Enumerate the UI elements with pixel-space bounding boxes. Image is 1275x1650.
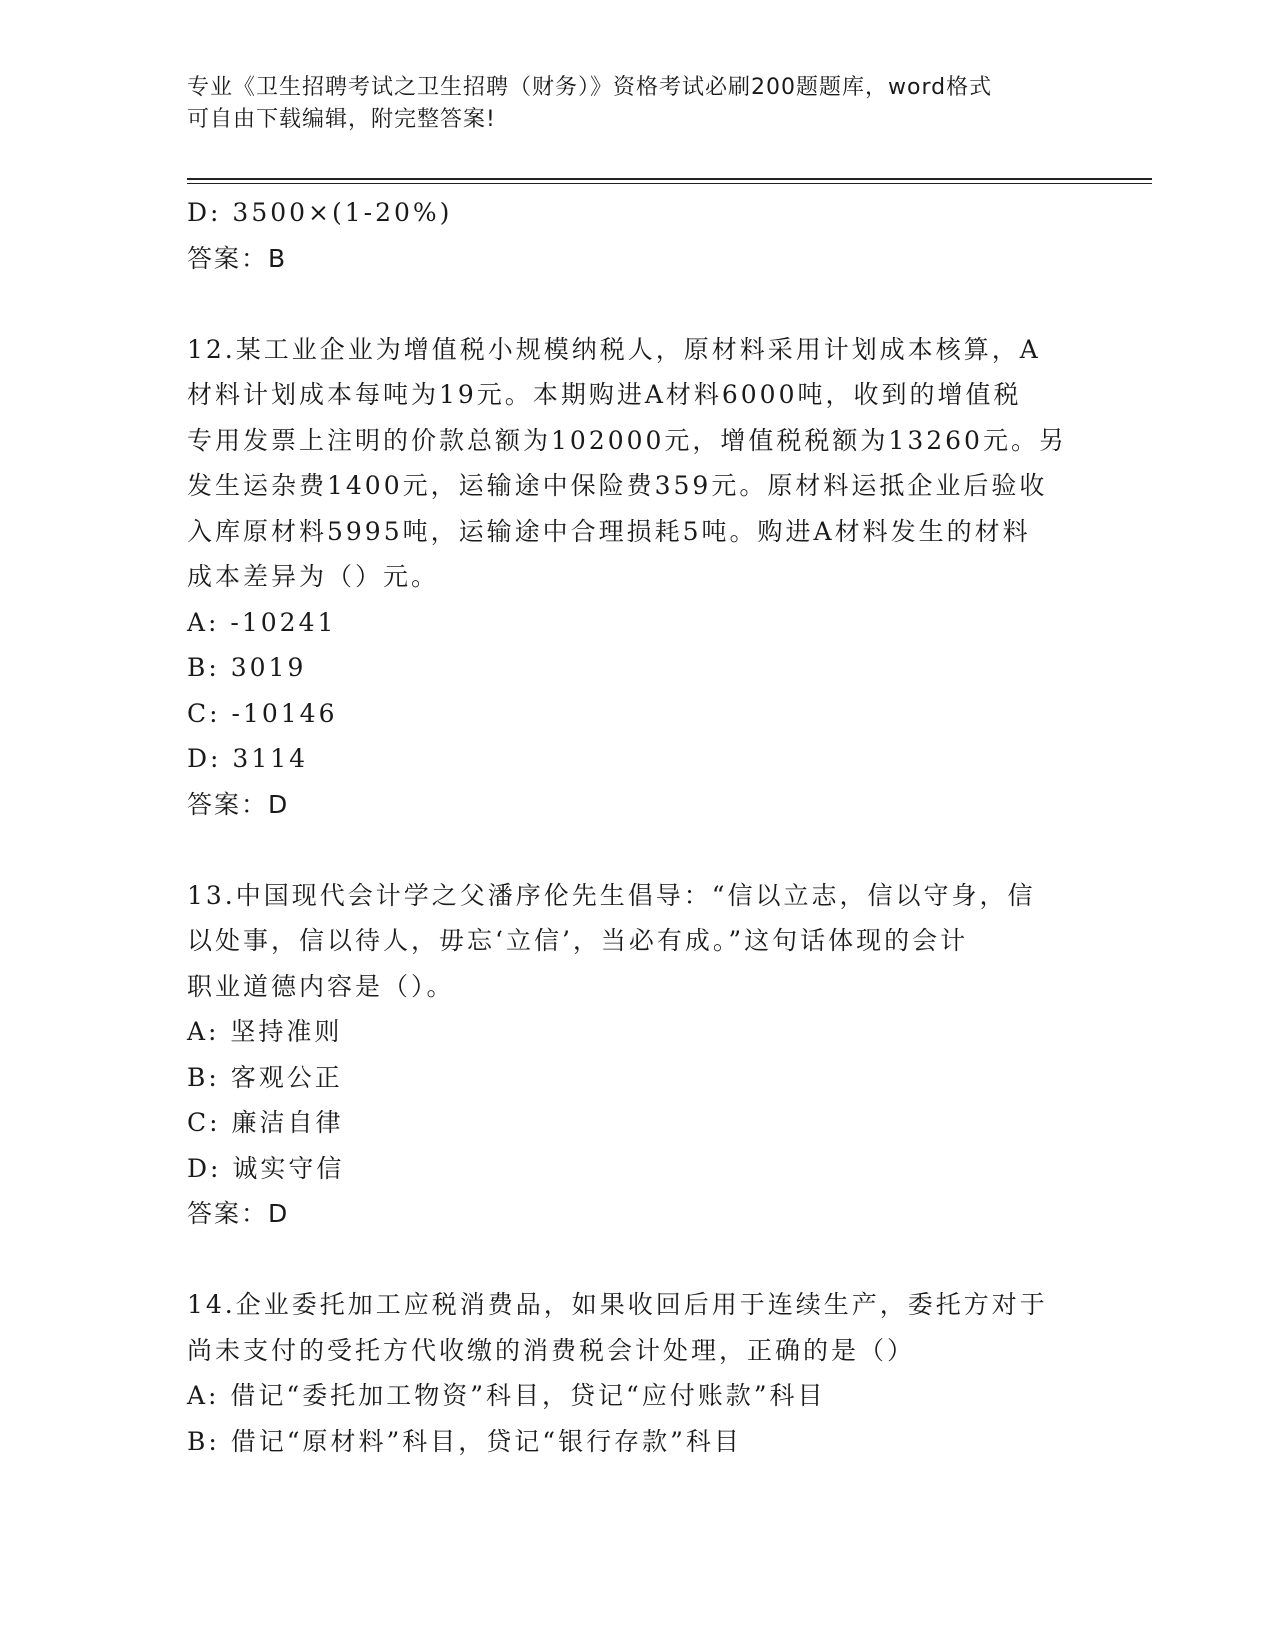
question-14 [187,1282,1087,1464]
question-13 [187,873,1087,1237]
question-stem-line: 13.中国现代会计学之父潘序伦先生倡导：“信以立志，信以守身，信 [187,880,1036,910]
question-stem-line: 专用发票上注明的价款总额为102000元，增值税税额为13260元。另 [187,425,1067,455]
header-title-line-2: 可自由下载编辑，附完整答案! [187,107,496,132]
spacer [187,827,1087,873]
question-stem-line: 以处事，信以待人，毋忘‘立信’，当必有成。”这句话体现的会计 [187,926,969,955]
spacer [187,281,1087,327]
question-stem-line: 发生运杂费1400元，运输途中保险费359元。原材料运抵企业后验收 [187,471,1048,500]
option-d: D: 3114 [187,744,309,773]
option-d: D: 诚实守信 [187,1153,345,1183]
spacer [187,1237,1087,1283]
option-a: A: 借记“委托加工物资”科目，贷记“应付账款”科目 [187,1381,826,1410]
answer-label: 答案：D [187,1199,290,1228]
option-c: C: -10146 [187,698,338,728]
previous-question-tail [187,190,1087,281]
page-header [187,72,1067,136]
option-b: B: 3019 [187,653,307,682]
answer-label: 答案：D [187,789,290,819]
option-b: B: 借记“原材料”科目，贷记“银行存款”科目 [187,1426,742,1456]
header-title-line-1: 专业《卫生招聘考试之卫生招聘（财务）》资格考试必刷200题题库，word格式 [187,75,993,100]
option-c: C: 廉洁自律 [187,1108,344,1137]
question-stem-line: 12.某工业企业为增值税小规模纳税人，原材料采用计划成本核算，A [187,334,1041,364]
question-stem-line: 14.企业委托加工应税消费品，如果收回后用于连续生产，委托方对于 [187,1290,1048,1319]
option-d: D: 3500×(1-20%) [187,198,453,227]
question-stem-line: 入库原材料5995吨，运输途中合理损耗5吨。购进A材料发生的材料 [187,516,1031,546]
answer-label: 答案：B [187,243,288,273]
question-stem-line: 职业道德内容是（）。 [187,971,455,1001]
option-a: A: 坚持准则 [187,1017,343,1046]
question-12 [187,327,1087,828]
option-b: B: 客观公正 [187,1062,343,1092]
question-stem-line: 尚未支付的受托方代收缴的消费税会计处理，正确的是（） [187,1335,916,1365]
question-stem-line: 材料计划成本每吨为19元。本期购进A材料6000吨，收到的增值税 [187,380,1022,409]
option-a: A: -10241 [187,607,337,637]
header-divider [187,178,1152,184]
question-stem-line: 成本差异为（）元。 [187,562,440,591]
question-content [187,190,1087,1464]
